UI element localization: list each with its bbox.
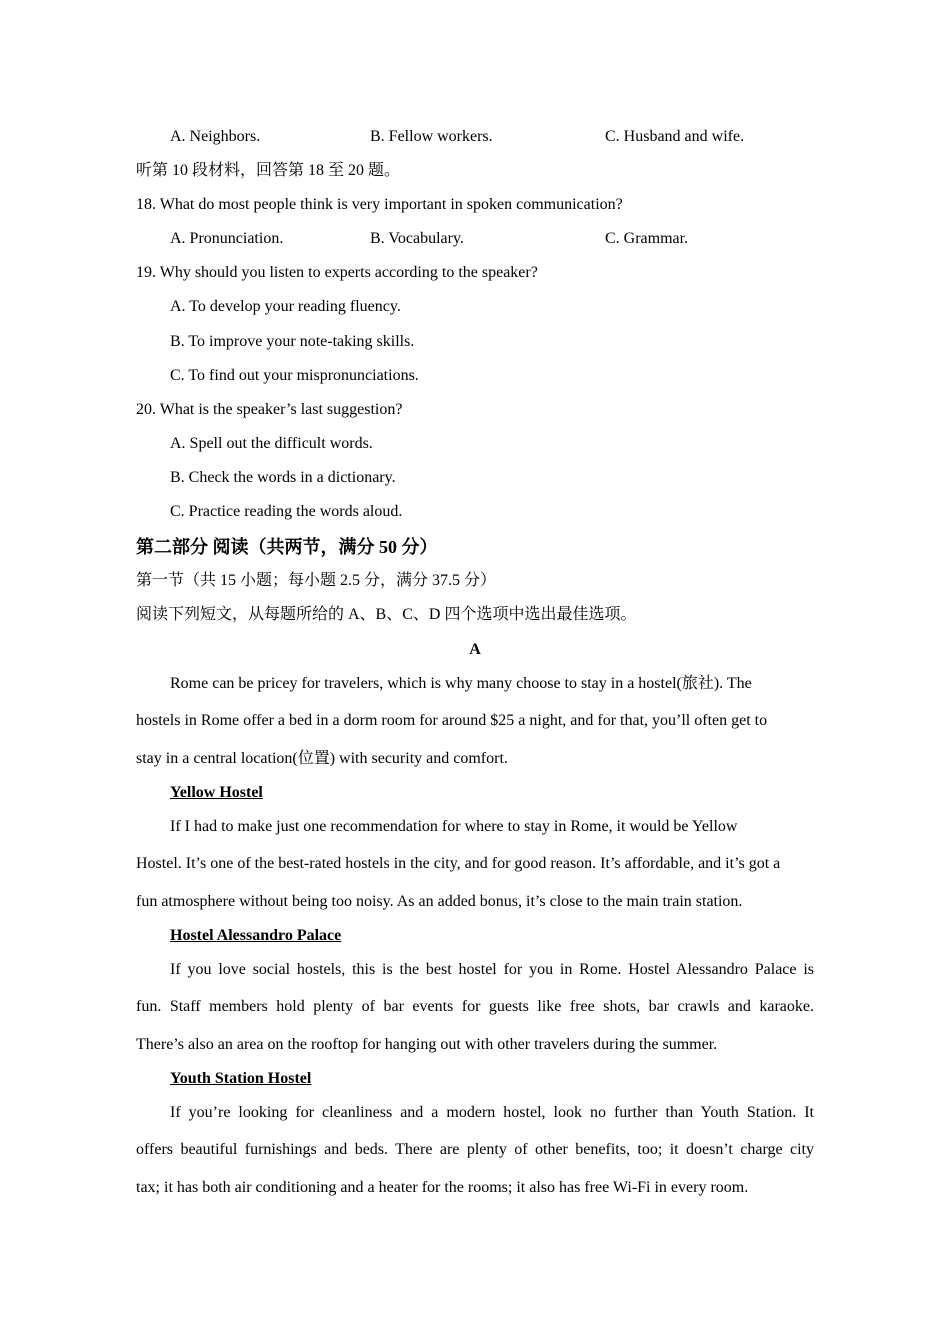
q19-option-a: A. To develop your reading fluency. — [170, 298, 401, 315]
material10-instruction: 听第 10 段材料，回答第 18 至 20 题。 — [136, 162, 401, 179]
youth-line-1: If you’re looking for cleanliness and a modern hostel, look no further than Youth Station. It — [170, 1104, 814, 1121]
q19-option-c: C. To find out your mispronunciations. — [170, 367, 419, 384]
q19-stem: 19. Why should you listen to experts according to the speaker? — [136, 264, 538, 281]
alessandro-line-2: fun. Staff members hold plenty of bar events for guests like free shots, bar crawls and karaoke. — [136, 998, 814, 1015]
q17-option-c: C. Husband and wife. — [605, 128, 745, 145]
q18-option-c: C. Grammar. — [605, 230, 689, 247]
passage-label: A — [469, 641, 481, 658]
yellow-line-2: Hostel. It’s one of the best-rated hostels in the city, and for good reason. It’s affordable, and it’s got a — [136, 855, 781, 872]
yellow-line-3: fun atmosphere without being too noisy. As an added bonus, it’s close to the main train station. — [136, 893, 743, 910]
q17-option-a: A. Neighbors. — [170, 128, 261, 145]
reading-instruction: 阅读下列短文，从每题所给的 A、B、C、D 四个选项中选出最佳选项。 — [136, 606, 637, 623]
section-heading-yellow-hostel: Yellow Hostel — [170, 784, 263, 801]
youth-line-2: offers beautiful furnishings and beds. There are plenty of other benefits, too; it doesn’t charge city — [136, 1141, 814, 1158]
q19-option-b: B. To improve your note-taking skills. — [170, 333, 415, 350]
q18-option-b: B. Vocabulary. — [370, 230, 464, 247]
section-heading-youth-station: Youth Station Hostel — [170, 1070, 312, 1087]
q17-option-b: B. Fellow workers. — [370, 128, 493, 145]
youth-line-3: tax; it has both air conditioning and a heater for the rooms; it also has free Wi-Fi in every room. — [136, 1179, 749, 1196]
section-heading-alessandro-palace: Hostel Alessandro Palace — [170, 927, 342, 944]
q20-option-b: B. Check the words in a dictionary. — [170, 469, 396, 486]
q20-option-a: A. Spell out the difficult words. — [170, 435, 373, 452]
q18-option-a: A. Pronunciation. — [170, 230, 284, 247]
intro-line-3: stay in a central location(位置) with security and comfort. — [136, 750, 508, 767]
part2-title: 第二部分 阅读（共两节，满分 50 分） — [136, 537, 438, 557]
intro-line-2: hostels in Rome offer a bed in a dorm room for around $25 a night, and for that, you’ll often get to — [136, 712, 768, 729]
yellow-line-1: If I had to make just one recommendation for where to stay in Rome, it would be Yellow — [170, 818, 738, 835]
q18-stem: 18. What do most people think is very important in spoken communication? — [136, 196, 623, 213]
alessandro-line-3: There’s also an area on the rooftop for hanging out with other travelers during the summer. — [136, 1036, 718, 1053]
q20-option-c: C. Practice reading the words aloud. — [170, 503, 403, 520]
section1-title: 第一节（共 15 小题；每小题 2.5 分，满分 37.5 分） — [136, 572, 497, 589]
q20-stem: 20. What is the speaker’s last suggestion? — [136, 401, 403, 418]
alessandro-line-1: If you love social hostels, this is the best hostel for you in Rome. Hostel Alessandro Palace is — [170, 961, 814, 978]
intro-line-1: Rome can be pricey for travelers, which is why many choose to stay in a hostel(旅社). The — [170, 675, 752, 692]
